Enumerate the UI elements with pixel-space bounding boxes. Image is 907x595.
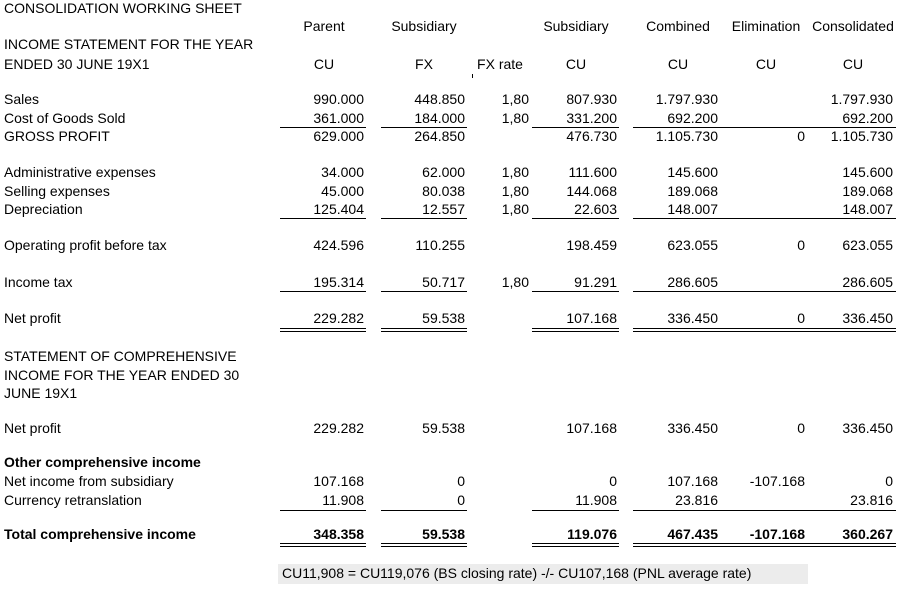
comprehensive-cell-subsidiary-fx: 0 [457,492,465,508]
income-statement-cell-subsidiary-cu: 22.603 [574,201,617,217]
sheet-title: CONSOLIDATION WORKING SHEET [4,0,242,16]
col-header-subsidiary-cu: Subsidiary [543,18,609,34]
comprehensive-row-label: Net income from subsidiary [4,473,174,489]
unit-fx-rate: FX rate [477,56,523,72]
comprehensive-cell-parent-cu: 11.908 [322,492,364,508]
double-underline [381,543,467,547]
income-statement-cell-fx-rate: 1,80 [501,183,529,199]
single-underline [532,127,619,128]
income-statement-cell-parent-cu: 125.404 [313,201,364,217]
comprehensive-cell-parent-cu: 107.168 [313,473,364,489]
comprehensive-cell-consolidated-cu: 0 [885,473,893,489]
unit-consolidated: CU [842,56,864,72]
income-statement-title-line-2: ENDED 30 JUNE 19X1 [4,56,150,72]
comprehensive-cell-subsidiary-fx: 59.538 [422,526,465,542]
double-underline [381,328,467,332]
income-statement-cell-parent-cu: 990.000 [313,91,364,107]
single-underline [633,510,896,511]
double-underline [532,328,619,332]
income-statement-cell-subsidiary-cu: 111.600 [568,164,617,180]
comprehensive-cell-elimination-cu: -107.168 [749,473,805,489]
income-statement-cell-combined-cu: 286.605 [667,274,718,290]
single-underline [633,127,896,128]
income-statement-cell-combined-cu: 1.105.730 [655,128,718,144]
comprehensive-cell-parent-cu: 348.358 [313,526,364,542]
double-underline [280,328,366,332]
comprehensive-title-line-2: INCOME FOR THE YEAR ENDED 30 [4,367,240,383]
unit-subsidiary-fx: FX [415,56,433,72]
income-statement-cell-combined-cu: 148.007 [667,201,718,217]
income-statement-cell-subsidiary-cu: 91.291 [574,274,617,290]
income-statement-cell-subsidiary-cu: 107.168 [566,310,617,326]
income-statement-cell-combined-cu: 336.450 [667,310,718,326]
income-statement-cell-consolidated-cu: 623.055 [842,237,893,253]
income-statement-cell-parent-cu: 34.000 [321,164,364,180]
note-text: CU11,908 = CU119,076 (BS closing rate) -/- CU107,168 (PNL average rate) [282,565,752,581]
income-statement-cell-combined-cu: 1.797.930 [655,91,718,107]
comprehensive-row-label: Other comprehensive income [4,454,201,470]
single-underline [381,127,467,128]
income-statement-cell-combined-cu: 145.600 [667,164,718,180]
income-statement-cell-parent-cu: 361.000 [313,110,364,126]
income-statement-cell-subsidiary-fx: 110.255 [415,237,465,253]
single-underline [381,510,467,511]
comprehensive-row-label: Net profit [4,420,61,436]
single-underline [532,218,619,219]
income-statement-row-label: Operating profit before tax [4,237,167,253]
income-statement-row-label: Administrative expenses [4,164,156,180]
tick-mark [472,74,473,78]
income-statement-cell-parent-cu: 629.000 [313,128,364,144]
col-header-consolidated: Consolidated [812,18,894,34]
single-underline [532,291,619,292]
comprehensive-row-label: Currency retranslation [4,492,142,508]
income-statement-cell-parent-cu: 229.282 [313,310,364,326]
comprehensive-cell-elimination-cu: -107.168 [749,526,805,542]
comprehensive-cell-subsidiary-cu: 119.076 [567,526,617,542]
double-underline [633,328,896,332]
income-statement-cell-fx-rate: 1,80 [501,91,529,107]
single-underline [633,218,896,219]
income-statement-cell-combined-cu: 692.200 [667,110,718,126]
comprehensive-cell-elimination-cu: 0 [797,420,805,436]
income-statement-cell-subsidiary-cu: 144.068 [566,183,617,199]
col-header-subsidiary-fx: Subsidiary [391,18,457,34]
comprehensive-row-label: Total comprehensive income [4,526,196,542]
single-underline [633,291,896,292]
income-statement-cell-elimination-cu: 0 [797,310,805,326]
income-statement-row-label: Selling expenses [4,183,110,199]
income-statement-row-label: Income tax [4,274,73,290]
income-statement-cell-consolidated-cu: 336.450 [842,310,893,326]
income-statement-cell-fx-rate: 1,80 [501,164,529,180]
unit-parent: CU [313,56,335,72]
income-statement-cell-fx-rate: 1,80 [501,274,529,290]
income-statement-cell-subsidiary-fx: 184.000 [414,110,465,126]
comprehensive-cell-subsidiary-cu: 107.168 [566,420,617,436]
income-statement-cell-parent-cu: 424.596 [313,237,364,253]
income-statement-cell-consolidated-cu: 145.600 [842,164,893,180]
single-underline [280,510,366,511]
income-statement-cell-elimination-cu: 0 [797,128,805,144]
income-statement-cell-consolidated-cu: 189.068 [842,183,893,199]
income-statement-cell-subsidiary-fx: 448.850 [414,91,465,107]
col-header-combined: Combined [646,18,710,34]
comprehensive-cell-consolidated-cu: 336.450 [842,420,893,436]
col-header-parent: Parent [303,18,345,34]
double-underline [280,543,366,547]
income-statement-cell-consolidated-cu: 1.797.930 [830,91,893,107]
comprehensive-cell-subsidiary-cu: 11.908 [575,492,617,508]
income-statement-cell-consolidated-cu: 148.007 [842,201,893,217]
income-statement-cell-parent-cu: 195.314 [313,274,364,290]
comprehensive-title-line-1: STATEMENT OF COMPREHENSIVE [4,348,237,364]
income-statement-cell-parent-cu: 45.000 [321,183,364,199]
comprehensive-cell-parent-cu: 229.282 [313,420,364,436]
income-statement-cell-subsidiary-fx: 62.000 [422,164,465,180]
income-statement-row-label: Cost of Goods Sold [4,110,126,126]
double-underline [532,543,619,547]
income-statement-cell-subsidiary-cu: 807.930 [566,91,617,107]
income-statement-cell-consolidated-cu: 286.605 [842,274,893,290]
income-statement-row-label: Net profit [4,310,61,326]
income-statement-cell-combined-cu: 189.068 [667,183,718,199]
income-statement-title-line-1: INCOME STATEMENT FOR THE YEAR [4,36,254,52]
comprehensive-cell-combined-cu: 336.450 [667,420,718,436]
comprehensive-cell-subsidiary-fx: 59.538 [422,420,465,436]
comprehensive-cell-subsidiary-cu: 0 [609,473,617,489]
comprehensive-cell-combined-cu: 467.435 [667,526,718,542]
single-underline [381,291,467,292]
single-underline [280,127,366,128]
income-statement-cell-subsidiary-cu: 198.459 [566,237,617,253]
income-statement-cell-subsidiary-fx: 50.717 [422,274,465,290]
income-statement-cell-fx-rate: 1,80 [501,110,529,126]
single-underline [280,218,366,219]
income-statement-cell-combined-cu: 623.055 [667,237,718,253]
income-statement-cell-subsidiary-fx: 264.850 [414,128,465,144]
unit-combined: CU [667,56,689,72]
single-underline [532,510,619,511]
income-statement-cell-subsidiary-cu: 476.730 [566,128,617,144]
income-statement-cell-subsidiary-fx: 80.038 [422,183,465,199]
single-underline [280,291,366,292]
income-statement-row-label: Depreciation [4,201,83,217]
income-statement-cell-subsidiary-fx: 12.557 [422,201,465,217]
income-statement-row-label: Sales [4,91,40,107]
comprehensive-cell-consolidated-cu: 23.816 [850,492,893,508]
col-header-elimination: Elimination [731,18,801,34]
unit-elimination: CU [755,56,777,72]
income-statement-cell-fx-rate: 1,80 [501,201,529,217]
comprehensive-cell-combined-cu: 23.816 [675,492,718,508]
comprehensive-cell-consolidated-cu: 360.267 [842,526,893,542]
comprehensive-cell-combined-cu: 107.168 [667,473,718,489]
income-statement-cell-consolidated-cu: 692.200 [842,110,893,126]
income-statement-cell-subsidiary-cu: 331.200 [566,110,617,126]
income-statement-row-label: GROSS PROFIT [4,128,110,144]
comprehensive-title-line-3: JUNE 19X1 [4,385,78,401]
double-underline [633,543,896,547]
income-statement-cell-consolidated-cu: 1.105.730 [830,128,893,144]
note-box [278,564,808,584]
income-statement-cell-elimination-cu: 0 [797,237,805,253]
comprehensive-cell-subsidiary-fx: 0 [457,473,465,489]
single-underline [381,218,467,219]
unit-subsidiary-cu: CU [565,56,587,72]
income-statement-cell-subsidiary-fx: 59.538 [422,310,465,326]
